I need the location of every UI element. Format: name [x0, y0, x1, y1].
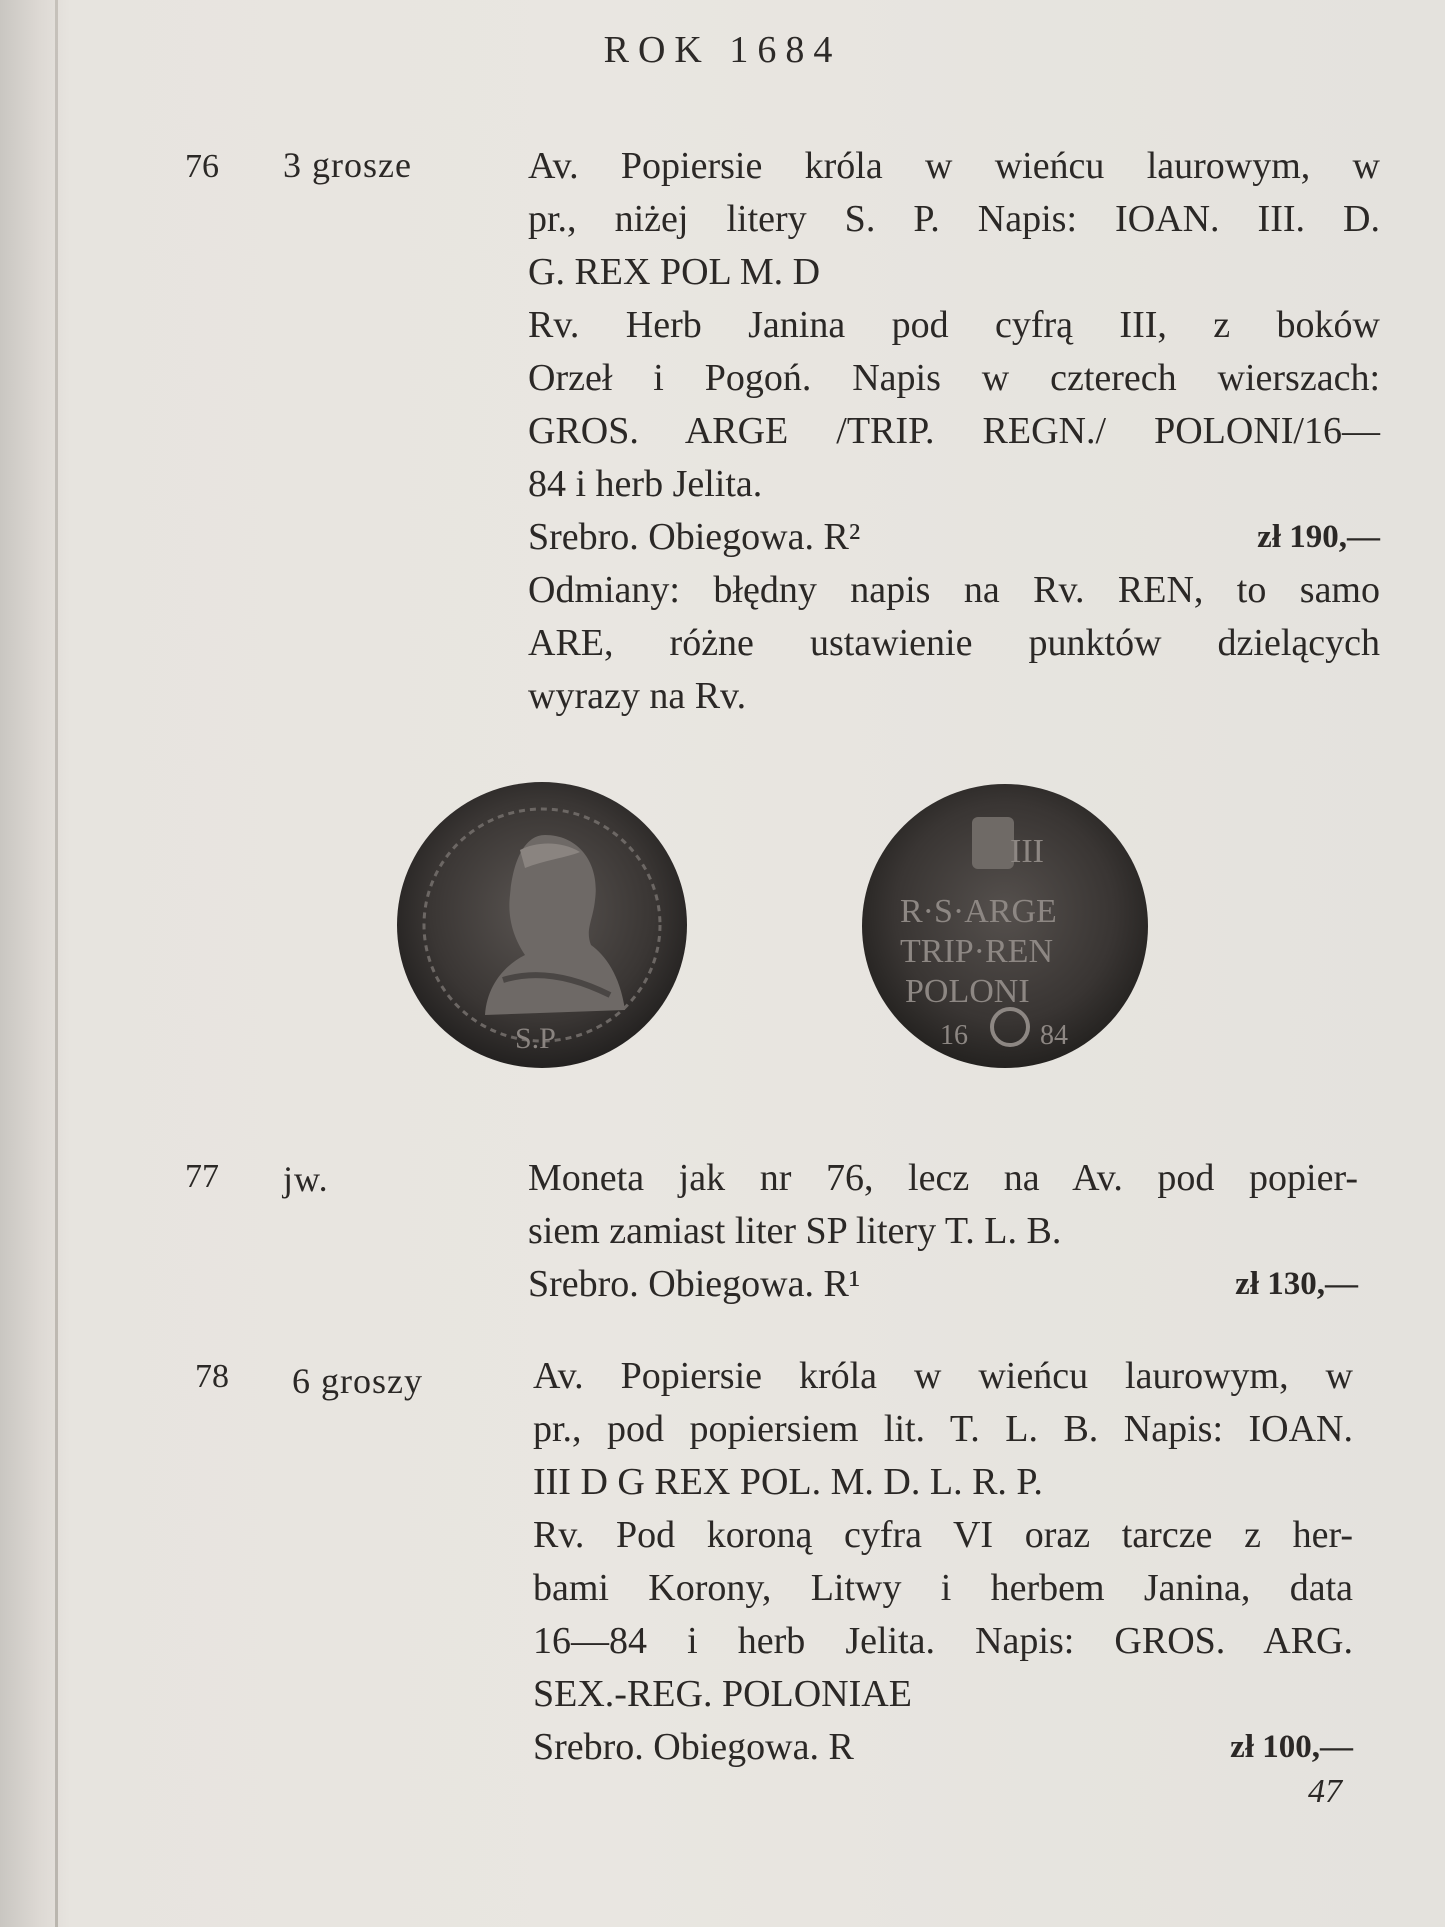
coin-photos: [0, 780, 1445, 1080]
entry-number: 77: [185, 1158, 219, 1195]
metal-price-line: [528, 1258, 1358, 1311]
metal-rarity: Srebro. Obiegowa. R¹: [528, 1263, 861, 1305]
svg-text:III: III: [1010, 833, 1044, 870]
description-line: siem zamiast liter SP litery T. L. B.: [528, 1210, 1062, 1252]
description-line: bami Korony, Litwy i herbem Janina, data: [533, 1567, 1353, 1609]
description-line: Av. Popiersie króla w wieńcu laurowym, w: [528, 145, 1380, 187]
description-line: SEX.-REG. POLONIAE: [533, 1673, 912, 1715]
metal-price-line: [533, 1721, 1353, 1774]
description-line: III D G REX POL. M. D. L. R. P.: [533, 1461, 1043, 1503]
price: zł 100,—: [1230, 1729, 1353, 1765]
metal-price-line: [528, 511, 1380, 564]
description-line: G. REX POL M. D: [528, 251, 821, 293]
svg-text:TRIP·REN: TRIP·REN: [900, 933, 1053, 970]
description-line: Rv. Pod koroną cyfra VI oraz tarcze z her-: [533, 1514, 1353, 1556]
description-line: Orzeł i Pogoń. Napis w czterech wierszach:: [528, 357, 1380, 399]
description-line: Moneta jak nr 76, lecz na Av. pod popier-: [528, 1157, 1358, 1199]
metal-rarity: Srebro. Obiegowa. R: [533, 1726, 854, 1768]
entry-number: 76: [185, 148, 219, 185]
entry-denomination: jw.: [283, 1159, 329, 1199]
metal-rarity: Srebro. Obiegowa. R²: [528, 516, 861, 558]
entry-description: [528, 140, 1380, 723]
description-line: Av. Popiersie króla w wieńcu laurowym, w: [533, 1355, 1353, 1397]
svg-text:16: 16: [940, 1020, 968, 1051]
entry-denomination: 6 groszy: [292, 1361, 423, 1401]
svg-text:R·S·ARGE: R·S·ARGE: [900, 893, 1057, 930]
description-line: pr., niżej litery S. P. Napis: IOAN. III. D.: [528, 198, 1380, 240]
description-line: 84 i herb Jelita.: [528, 463, 763, 505]
entry-description: [533, 1350, 1353, 1774]
description-line: pr., pod popiersiem lit. T. L. B. Napis: IOAN.: [533, 1408, 1353, 1450]
entry-number: 78: [195, 1358, 229, 1395]
price: zł 130,—: [1235, 1266, 1358, 1302]
description-line: Rv. Herb Janina pod cyfrą III, z boków: [528, 304, 1380, 346]
description-line: 16—84 i herb Jelita. Napis: GROS. ARG.: [533, 1620, 1353, 1662]
variants-line: ARE, różne ustawienie punktów dzielących: [528, 622, 1380, 664]
coin-reverse-inscription-icon: [860, 782, 1150, 1070]
variants-line: Odmiany: błędny napis na Rv. REN, to samo: [528, 569, 1380, 611]
variants-line: wyrazy na Rv.: [528, 675, 747, 717]
coin-obverse-bust-icon: [395, 780, 690, 1070]
svg-text:POLONI: POLONI: [905, 973, 1030, 1010]
page-number: 47: [1308, 1773, 1342, 1810]
price: zł 190,—: [1257, 519, 1380, 555]
description-line: GROS. ARGE /TRIP. REGN./ POLONI/16—: [528, 410, 1380, 452]
page-header: ROK 1684: [603, 29, 842, 71]
svg-text:84: 84: [1040, 1020, 1068, 1051]
entry-denomination: 3 grosze: [283, 145, 412, 185]
entry-description: [528, 1152, 1358, 1311]
svg-text:S.P: S.P: [515, 1022, 556, 1055]
